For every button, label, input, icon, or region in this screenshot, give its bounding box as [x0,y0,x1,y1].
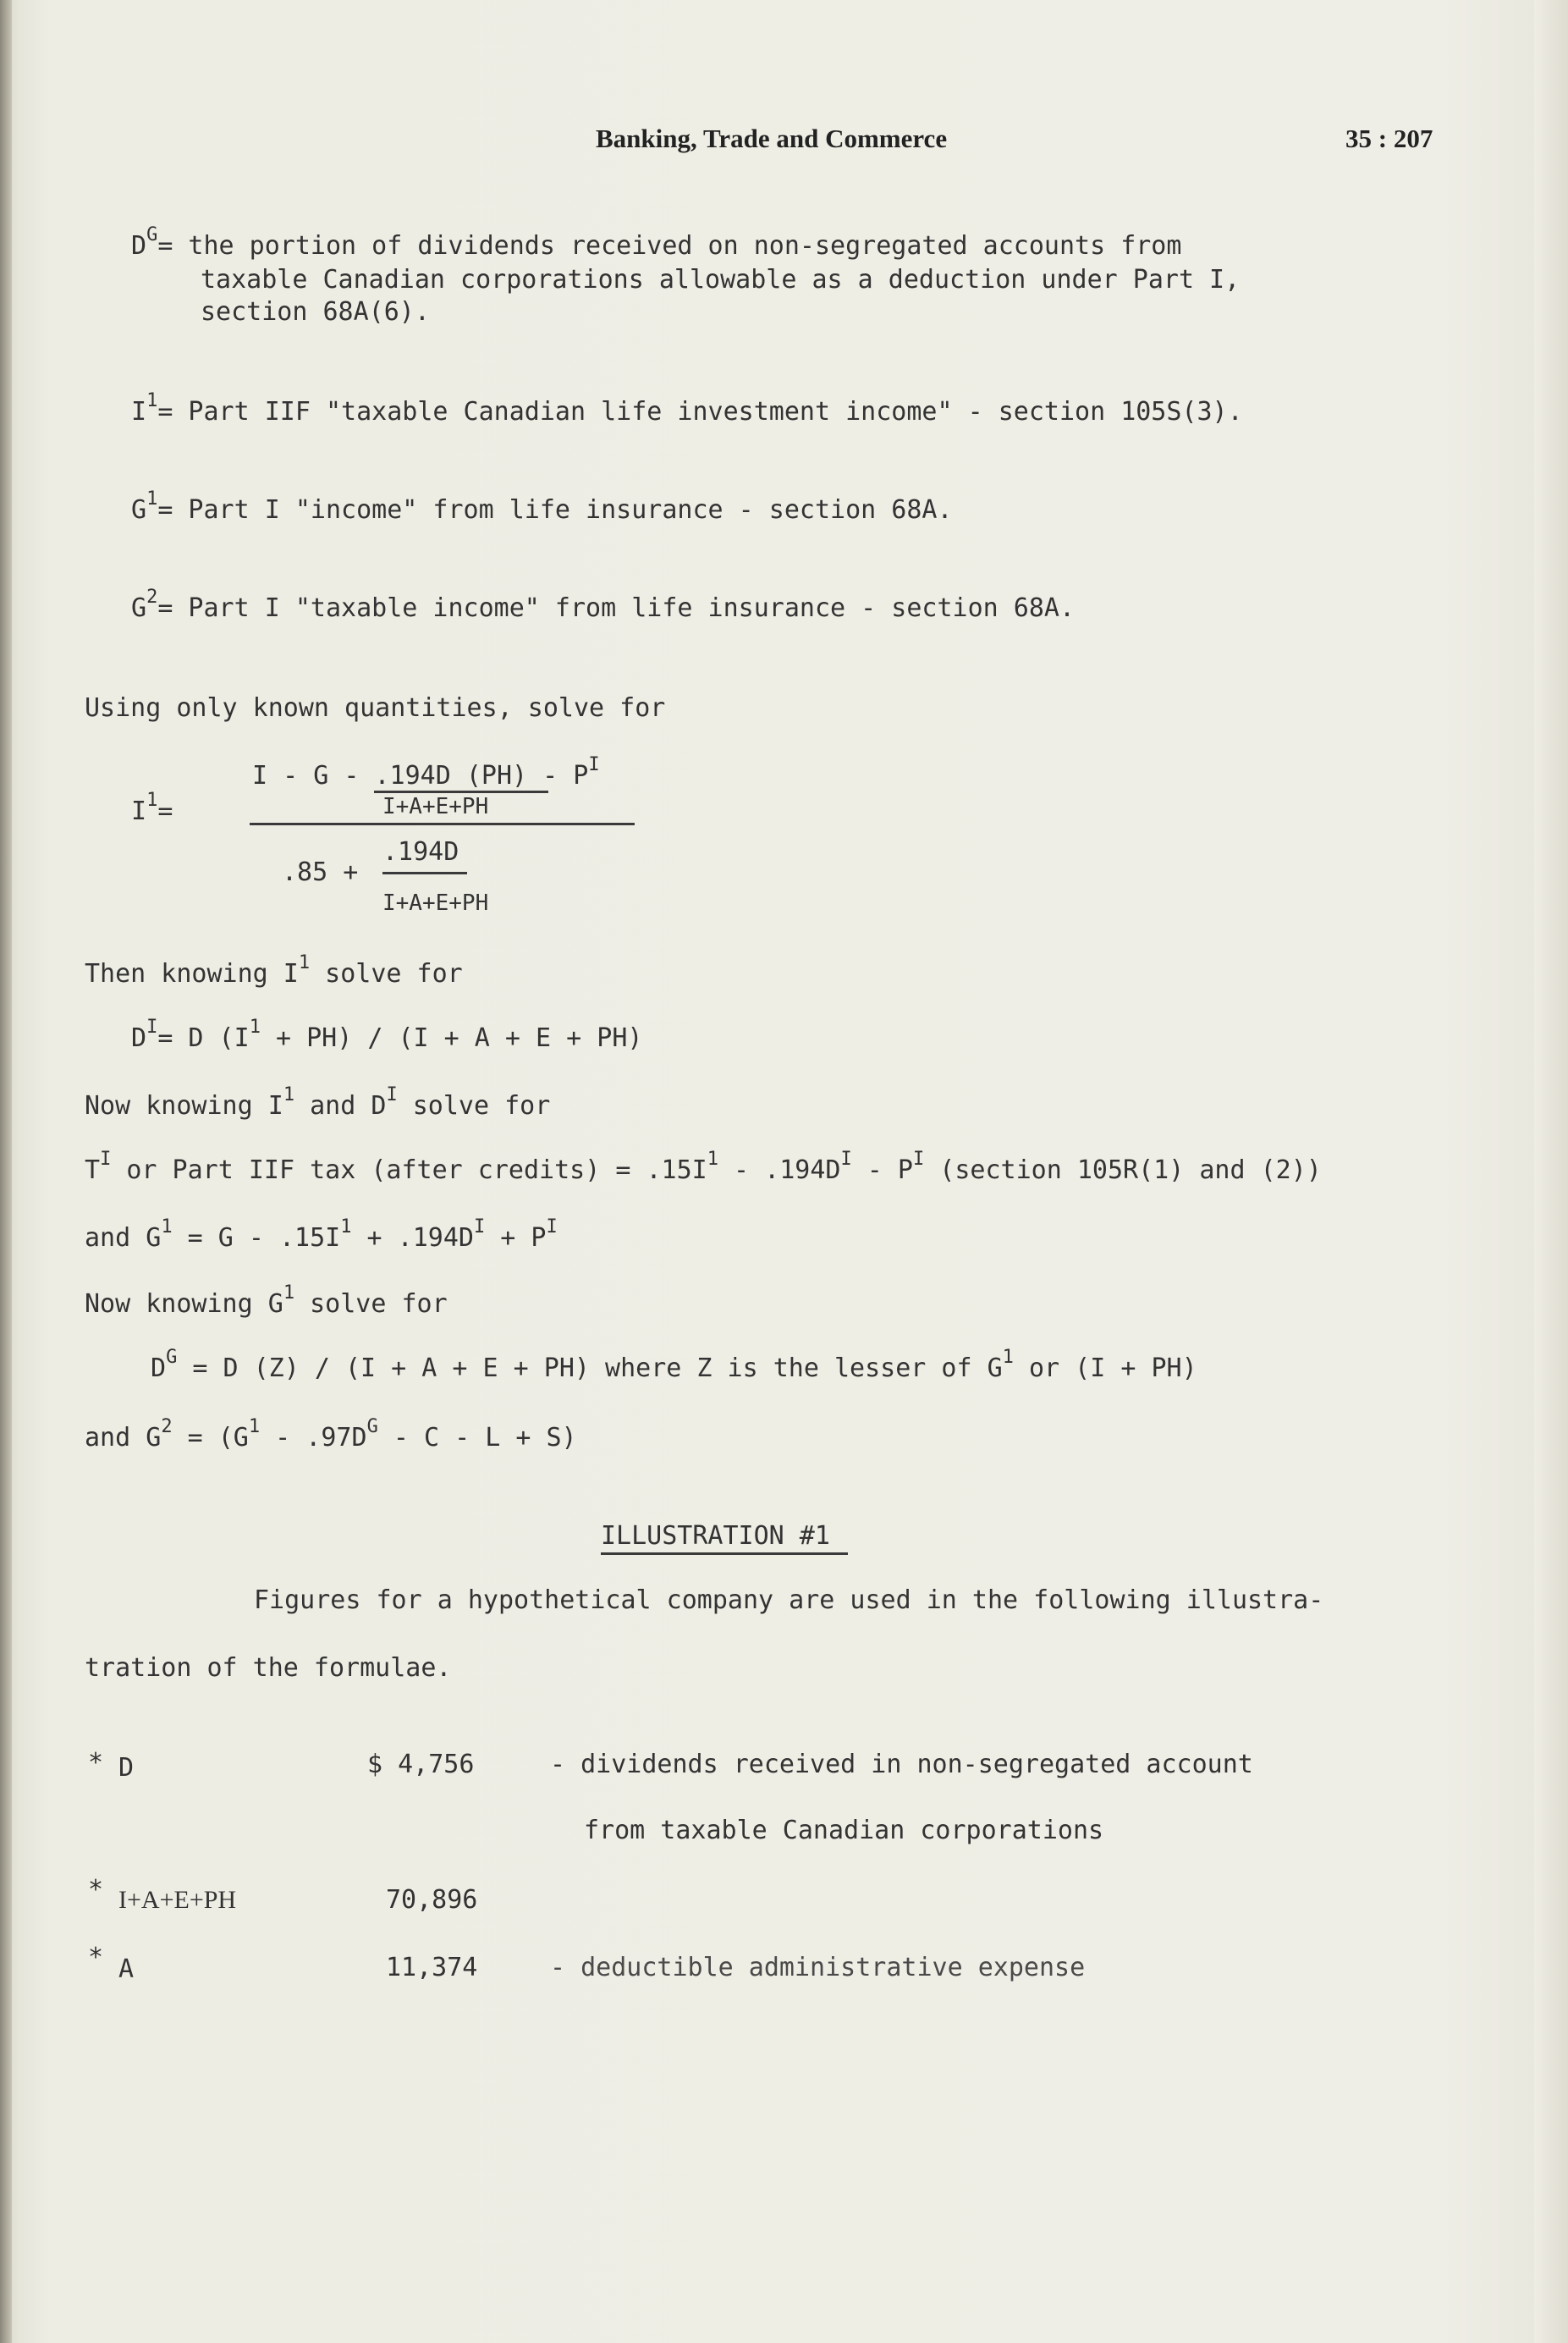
formula-ti: $T^I$ or Part IIF tax (after credits) = $.15I^1 - .194D^I - P^I$ (section 105R(1) and (2)) [85,1149,1322,1185]
illustration-intro-line2: tration of the formulae. [85,1653,452,1683]
formula-g1: and $G^1 = G - .15I^1 + .194D^I + P^I$ [85,1216,558,1253]
row-d-label: D [118,1753,135,1783]
definition-dg-line3: section 68A(6). [201,297,430,327]
row-iaeph-label: I+A+E+PH [118,1886,237,1914]
solve-intro: Using only known quantities, solve for [85,693,666,723]
definition-g1: $G^1=$ Part I "income" from life insurance - section 68A. [131,488,953,525]
row-iaeph-mark: * [88,1875,104,1905]
row-d-description: - dividends received in non-segregated account [550,1750,1253,1779]
then-knowing-line: Then knowing $I^1$ solve for [85,952,463,989]
now-knowing-line-1: Now knowing $I^1$ and $D^I$ solve for [85,1084,551,1121]
page-binding-edge [0,0,12,2343]
formula-di: $D^I= D$ $(I^1 + PH) / (I + A + E + PH)$ [131,1017,643,1053]
row-d-value: $ 4,756 [367,1750,475,1779]
formula-dg: $D^G = D$ (Z) / (I + A + E + PH) where Z is the lesser of $G^1$ or (I + PH) [151,1347,1197,1383]
page-right-edge [1534,0,1568,2343]
definition-dg-line2: taxable Canadian corporations allowable as a deduction under Part I, [201,265,1241,295]
row-a-mark: * [88,1943,104,1972]
row-d-description-line2: from taxable Canadian corporations [584,1816,1104,1845]
illustration-heading: ILLUSTRATION #1 [601,1521,830,1551]
definition-dg: $D^G=$ the portion of dividends received on non-segregated accounts from [131,224,1182,261]
denominator-fraction-numerator: .194D [382,837,459,867]
row-d-mark: * [88,1748,104,1778]
row-a-description: - deductible administrative expense [550,1953,1086,1982]
definition-g2: $G^2=$ Part I "taxable income" from life insurance - section 68A. [131,587,1076,623]
running-header-title: Banking, Trade and Commerce [596,124,948,153]
row-a-label: A [118,1954,135,1984]
formula-g2: and $G^2 = (G^1 - .97D^G - C - L + S)$ [85,1416,577,1453]
numerator-fraction-bar [374,791,548,793]
row-iaeph-value: 70,896 [386,1885,478,1915]
formula-i1-numerator: I - G - .194D $(PH) - P^I$ [252,754,600,791]
page-number: 35 : 207 [1345,124,1433,153]
formula-i1-denominator: .85 + [282,857,359,887]
denominator-fraction-denominator: I+A+E+PH [382,890,489,916]
denominator-fraction-bar [382,872,467,874]
illustration-intro-line1: Figures for a hypothetical company are used in the following illustra- [254,1585,1324,1615]
now-knowing-line-2: Now knowing $G^1$ solve for [85,1282,448,1319]
row-a-value: 11,374 [386,1953,478,1982]
main-fraction-bar [250,823,635,825]
formula-i1-lhs: $I^1=$ [131,790,173,826]
illustration-heading-underline [601,1552,848,1555]
definition-i1: $I^1=$ Part IIF "taxable Canadian life investment income" - section 105S(3). [131,390,1243,427]
numerator-denominator: I+A+E+PH [382,794,489,819]
